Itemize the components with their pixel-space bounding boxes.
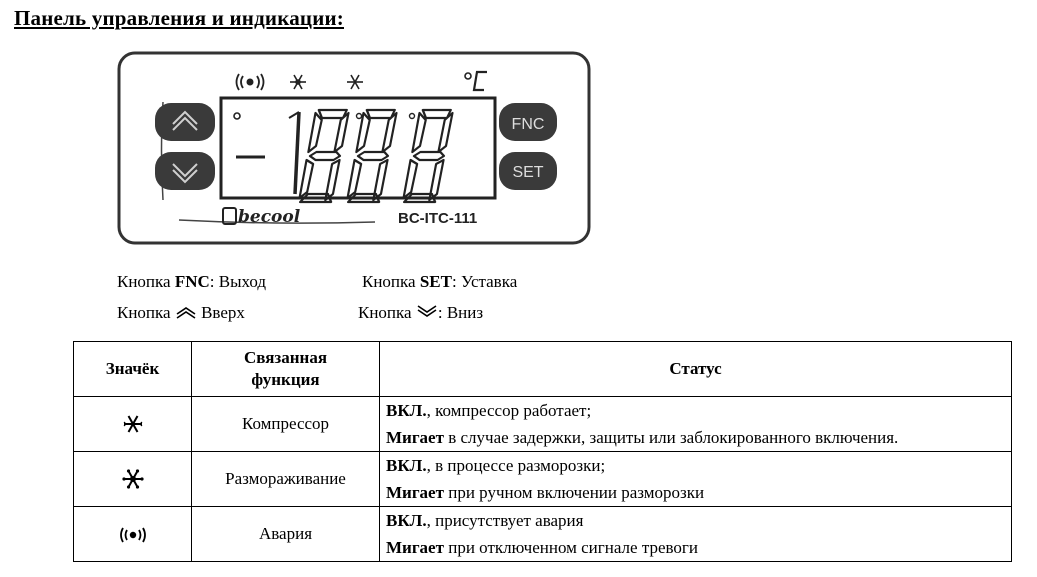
indicator-table (73, 341, 1012, 562)
header-status: Статус (380, 342, 1012, 397)
defrost-icon (122, 468, 144, 490)
status-cell: ВКЛ., компрессор работает; Мигает в случае задержки, защиты или заблокированного включения. (380, 397, 1012, 452)
svg-text:FNC: FNC (511, 116, 545, 133)
table-row (74, 452, 1012, 507)
fnc-button[interactable] (499, 103, 557, 141)
table-header-row (74, 342, 1012, 397)
function-cell: Компрессор (192, 397, 380, 452)
up-button[interactable] (155, 103, 215, 141)
set-button[interactable] (499, 152, 557, 190)
set-button-description: Кнопка SET: Уставка (362, 272, 518, 291)
model-label: BC-ITC-111 (398, 210, 478, 227)
compressor-icon (122, 413, 144, 435)
alarm-icon (120, 526, 146, 544)
svg-text:becool: becool (238, 207, 301, 227)
fnc-button-description: Кнопка FNC: Выход (117, 272, 267, 291)
down-button[interactable] (155, 152, 215, 190)
table-row (74, 397, 1012, 452)
function-cell: Авария (192, 507, 380, 562)
table-row (74, 507, 1012, 562)
status-cell: ВКЛ., присутствует авария Мигает при отключенном сигнале тревоги (380, 507, 1012, 562)
status-cell: ВКЛ., в процессе разморозки; Мигает при ручном включении разморозки (380, 452, 1012, 507)
down-button-description: Кнопка : Вниз (358, 303, 484, 322)
page-title: Панель управления и индикации: (14, 6, 344, 30)
up-button-description: Кнопка Вверх (117, 303, 245, 322)
chevron-down-icon (416, 305, 438, 319)
header-function: Связанная функция (192, 342, 380, 397)
svg-text:SET: SET (512, 164, 544, 181)
chevron-up-icon (175, 305, 197, 319)
function-cell: Размораживание (192, 452, 380, 507)
header-icon: Значёк (74, 342, 192, 397)
controller-panel (115, 50, 595, 246)
